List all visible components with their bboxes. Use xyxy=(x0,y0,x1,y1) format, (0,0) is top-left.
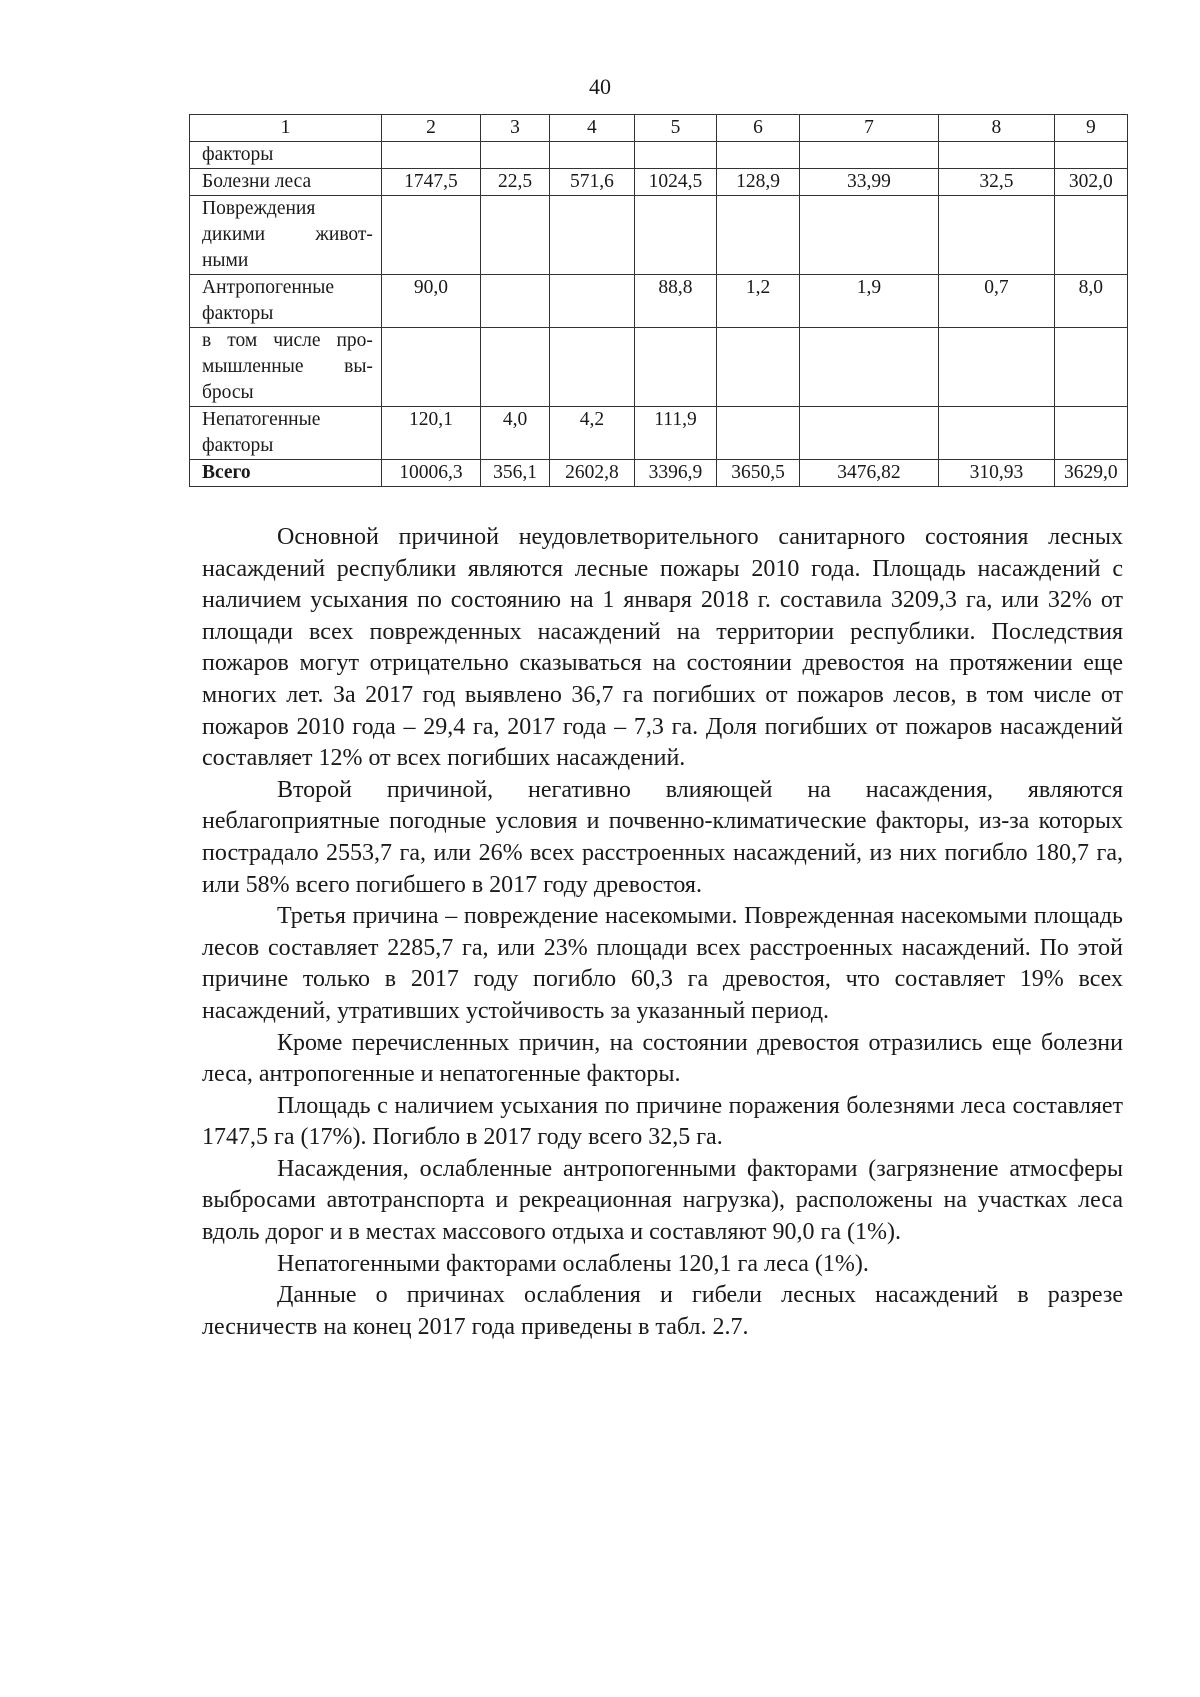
table-cell xyxy=(1054,407,1127,460)
table-cell xyxy=(717,142,800,169)
table-cell: 32,5 xyxy=(939,169,1055,196)
table-cell: 3650,5 xyxy=(717,460,800,487)
table-cell xyxy=(939,407,1055,460)
column-header: 5 xyxy=(634,115,717,142)
table-cell: 0,7 xyxy=(939,275,1055,328)
table-cell: 120,1 xyxy=(381,407,480,460)
table-cell: 90,0 xyxy=(381,275,480,328)
table-cell: 8,0 xyxy=(1054,275,1127,328)
row-label: Всего xyxy=(190,460,382,487)
paragraph: Основной причиной неудовлетворительного санитарного состояния лесных насаждений республики являются лесные пожары 2010 года. Площадь насаждений с наличием усыхания по состоянию на 1 января 2018 г. составила 3209,3 га, или 32% от площади всех поврежденных насаждений на территории республики. Последствия пожаров могут отрицательно сказываться на состоянии древостоя на протяжении еще многих лет. За 2017 год выявлено 36,7 га погибших от пожаров лесов, в том числе от пожаров 2010 года – 29,4 га, 2017 года – 7,3 га. Доля погибших от пожаров насаждений составляет 12% от всех погибших насаждений. xyxy=(202,524,1123,772)
table-cell: 111,9 xyxy=(634,407,717,460)
table-cell xyxy=(717,407,800,460)
table-row xyxy=(190,169,1128,196)
table-cell: 1,9 xyxy=(799,275,938,328)
paragraph: Площадь с наличием усыхания по причине поражения болезнями леса составляет 1747,5 га (17%). Погибло в 2017 году всего 32,5 га. xyxy=(202,1092,1123,1151)
page-number: 40 xyxy=(589,74,611,99)
table-header-row xyxy=(190,115,1128,142)
table-cell xyxy=(550,142,635,169)
table-cell xyxy=(550,196,635,275)
table-cell: 571,6 xyxy=(550,169,635,196)
paragraph: Второй причиной, негативно влияющей на насаждения, являются неблагоприятные погодные условия и почвенно-климатические факторы, из-за которых пострадало 2553,7 га, или 26% всех расстроенных насаждений, из них погибло 180,7 га, или 58% всего погибшего в 2017 году древостоя. xyxy=(202,776,1123,898)
table-cell xyxy=(381,142,480,169)
table-cell xyxy=(939,196,1055,275)
table-cell xyxy=(939,328,1055,407)
body-text xyxy=(202,522,1123,1343)
table-cell xyxy=(799,142,938,169)
table-row xyxy=(190,275,1128,328)
table-cell xyxy=(799,196,938,275)
table-cell: 310,93 xyxy=(939,460,1055,487)
table-cell xyxy=(634,328,717,407)
table-cell: 1,2 xyxy=(717,275,800,328)
table-cell xyxy=(381,196,480,275)
table-row xyxy=(190,142,1128,169)
table-cell: 2602,8 xyxy=(550,460,635,487)
table-cell: 10006,3 xyxy=(381,460,480,487)
table-cell xyxy=(634,196,717,275)
table-cell xyxy=(480,275,549,328)
table-cell: 3476,82 xyxy=(799,460,938,487)
row-label: Антропогенные факторы xyxy=(190,275,382,328)
table-total-row xyxy=(190,460,1128,487)
column-header: 6 xyxy=(717,115,800,142)
table-cell xyxy=(480,196,549,275)
row-label: в том числе про-мышленные вы-бросы xyxy=(190,328,382,407)
table-cell: 3396,9 xyxy=(634,460,717,487)
table-cell xyxy=(550,328,635,407)
table-cell: 356,1 xyxy=(480,460,549,487)
table-cell: 22,5 xyxy=(480,169,549,196)
column-header: 1 xyxy=(190,115,382,142)
table-cell: 128,9 xyxy=(717,169,800,196)
row-label: Непатогенные факторы xyxy=(190,407,382,460)
table-cell xyxy=(939,142,1055,169)
table-cell xyxy=(1054,196,1127,275)
column-header: 9 xyxy=(1054,115,1127,142)
table-cell: 1024,5 xyxy=(634,169,717,196)
column-header: 8 xyxy=(939,115,1055,142)
table-cell: 1747,5 xyxy=(381,169,480,196)
table-cell xyxy=(1054,328,1127,407)
table-cell xyxy=(550,275,635,328)
table-cell xyxy=(799,328,938,407)
row-label: Повреждения дикими живот-ными xyxy=(190,196,382,275)
paragraph: Третья причина – повреждение насекомыми. Поврежденная насекомыми площадь лесов составляет 2285,7 га, или 23% площади всех расстроенных насаждений. По этой причине только в 2017 году погибло 60,3 га древостоя, что составляет 19% всех насаждений, утративших устойчивость за указанный период. xyxy=(202,903,1123,1024)
table-cell xyxy=(480,142,549,169)
paragraph: Кроме перечисленных причин, на состоянии древостоя отразились еще болезни леса, антропогенные и непатогенные факторы. xyxy=(202,1029,1123,1088)
table-row xyxy=(190,328,1128,407)
table-cell xyxy=(1054,142,1127,169)
column-header: 2 xyxy=(381,115,480,142)
table-cell xyxy=(717,328,800,407)
table-cell: 33,99 xyxy=(799,169,938,196)
table-cell xyxy=(717,196,800,275)
column-header: 4 xyxy=(550,115,635,142)
paragraph: Непатогенными факторами ослаблены 120,1 га леса (1%). xyxy=(277,1250,869,1277)
table-cell: 4,2 xyxy=(550,407,635,460)
row-label: факторы xyxy=(190,142,382,169)
table-cell: 4,0 xyxy=(480,407,549,460)
paragraph: Данные о причинах ослабления и гибели лесных насаждений в разрезе лесничеств на конец 2017 года приведены в табл. 2.7. xyxy=(202,1282,1123,1340)
table-cell: 302,0 xyxy=(1054,169,1127,196)
table-cell xyxy=(480,328,549,407)
column-header: 7 xyxy=(799,115,938,142)
row-label: Болезни леса xyxy=(190,169,382,196)
paragraph: Насаждения, ослабленные антропогенными факторами (загрязнение атмосферы выбросами автотранспорта и рекреационная нагрузка), расположены на участках леса вдоль дорог и в местах массового отдыха и составляют 90,0 га (1%). xyxy=(202,1155,1123,1246)
table-cell: 3629,0 xyxy=(1054,460,1127,487)
table-cell xyxy=(634,142,717,169)
table-row xyxy=(190,407,1128,460)
table-cell xyxy=(381,328,480,407)
table-row xyxy=(190,196,1128,275)
table-cell: 88,8 xyxy=(634,275,717,328)
column-header: 3 xyxy=(480,115,549,142)
table-cell xyxy=(799,407,938,460)
forest-damage-table xyxy=(189,114,1128,487)
